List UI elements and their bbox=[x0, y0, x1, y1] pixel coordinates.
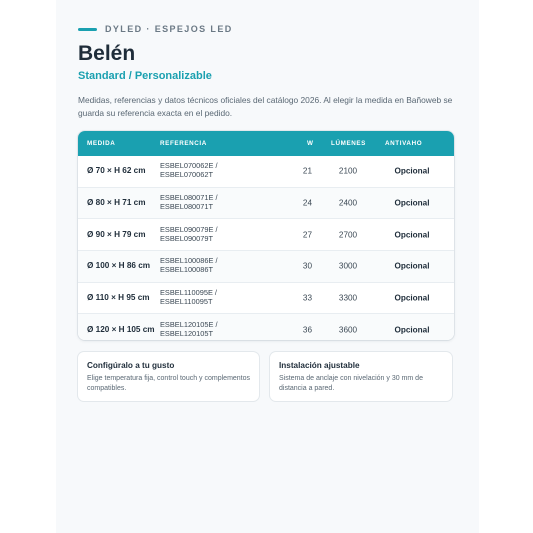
table-row[interactable] bbox=[78, 156, 454, 188]
feature-card-title: Configúralo a tu gusto bbox=[87, 361, 175, 370]
cell-lumenes: 3300 bbox=[338, 293, 358, 303]
table-row[interactable] bbox=[78, 188, 454, 220]
cell-medida: Ø 120 × H 105 cm bbox=[87, 324, 155, 334]
feature-card-configuration bbox=[78, 352, 259, 401]
cell-w: 30 bbox=[302, 261, 312, 271]
cell-antivaho: Opcional bbox=[394, 261, 430, 271]
page-subtitle: Standard / Personalizable bbox=[78, 70, 212, 82]
cell-w: 36 bbox=[302, 325, 312, 335]
cell-w: 24 bbox=[302, 198, 312, 208]
cell-w: 33 bbox=[302, 293, 312, 303]
cell-lumenes: 2100 bbox=[338, 166, 358, 176]
cell-medida: Ø 80 × H 71 cm bbox=[87, 198, 146, 208]
table-row[interactable] bbox=[78, 314, 454, 340]
column-header-lumenes: LÚMENES bbox=[331, 140, 366, 147]
cell-referencia: ESBEL100086E / ESBEL100086T bbox=[160, 256, 218, 275]
table-body bbox=[78, 156, 454, 340]
table-row[interactable] bbox=[78, 219, 454, 251]
brand-label: DYLED · ESPEJOS LED bbox=[105, 24, 233, 34]
specs-table bbox=[78, 131, 454, 340]
table-header bbox=[78, 131, 454, 156]
cell-antivaho: Opcional bbox=[394, 325, 430, 335]
cell-referencia: ESBEL080071E / ESBEL080071T bbox=[160, 193, 218, 212]
brand-row bbox=[78, 24, 233, 34]
cell-antivaho: Opcional bbox=[394, 198, 430, 208]
product-sheet bbox=[56, 0, 479, 533]
cell-antivaho: Opcional bbox=[394, 166, 430, 176]
column-header-w: W bbox=[307, 140, 314, 147]
feature-card-title: Instalación ajustable bbox=[279, 361, 360, 370]
cell-antivaho: Opcional bbox=[394, 293, 430, 303]
cell-referencia: ESBEL110095E / ESBEL110095T bbox=[160, 288, 217, 307]
cell-lumenes: 3000 bbox=[338, 261, 358, 271]
page-description: Medidas, referencias y datos técnicos oficiales del catálogo 2026. Al elegir la medida en Bañoweb se guarda su referencia exacta en el pedido. bbox=[78, 95, 453, 118]
cell-medida: Ø 90 × H 79 cm bbox=[87, 229, 146, 239]
cell-lumenes: 3600 bbox=[338, 325, 358, 335]
cell-w: 27 bbox=[302, 230, 312, 240]
cell-medida: Ø 100 × H 86 cm bbox=[87, 261, 151, 271]
feature-card-text: Sistema de anclaje con nivelación y 30 mm de distancia a pared. bbox=[279, 375, 423, 392]
cell-lumenes: 2400 bbox=[338, 198, 358, 208]
brand-accent-line bbox=[78, 28, 97, 31]
cell-referencia: ESBEL120105E / ESBEL120105T bbox=[160, 319, 218, 338]
cell-w: 21 bbox=[302, 166, 312, 176]
column-header-referencia: REFERENCIA bbox=[160, 140, 207, 147]
cell-medida: Ø 110 × H 95 cm bbox=[87, 293, 150, 303]
column-header-antivaho: ANTIVAHO bbox=[385, 140, 423, 147]
table-row[interactable] bbox=[78, 283, 454, 315]
table-row[interactable] bbox=[78, 251, 454, 283]
cell-referencia: ESBEL090079E / ESBEL090079T bbox=[160, 224, 218, 243]
page-title: Belén bbox=[78, 42, 136, 65]
feature-card-text: Elige temperatura fija, control touch y complementos compatibles. bbox=[87, 375, 251, 392]
cell-medida: Ø 70 × H 62 cm bbox=[87, 166, 146, 176]
cell-lumenes: 2700 bbox=[338, 230, 358, 240]
cell-antivaho: Opcional bbox=[394, 230, 430, 240]
feature-card-installation bbox=[270, 352, 452, 401]
cell-referencia: ESBEL070062E / ESBEL070062T bbox=[160, 161, 218, 180]
column-header-medida: MEDIDA bbox=[87, 140, 116, 147]
